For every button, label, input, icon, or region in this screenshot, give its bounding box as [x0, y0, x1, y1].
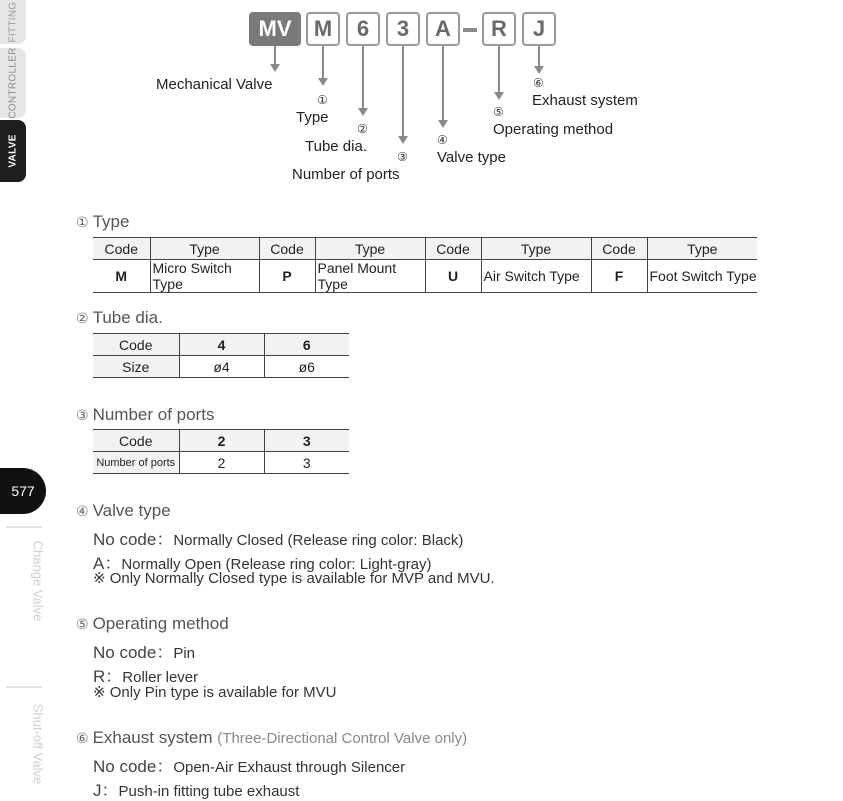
leader-line [538, 46, 540, 68]
tab-controller[interactable] [0, 48, 26, 118]
option-code: No code： [93, 643, 174, 662]
arrow-down-icon [318, 78, 328, 86]
arrow-down-icon [494, 92, 504, 100]
table-cell: 2 [179, 452, 264, 474]
label-exhaust-system: Exhaust system [532, 92, 638, 109]
leader-line [498, 46, 500, 94]
option-code: No code： [93, 530, 174, 549]
section-title: Type [92, 212, 130, 231]
table-header-cell: 4 [179, 334, 264, 356]
table-header-cell: Code [259, 238, 315, 260]
table-header-row [93, 238, 757, 260]
table-cell: Size [93, 356, 179, 378]
option-code: R： [93, 667, 123, 686]
table-cell-type: Micro Switch Type [150, 260, 259, 293]
side-index-change-valve-label: Change Valve [30, 540, 46, 622]
code-box-mv: MV [249, 12, 301, 46]
code-box-exhaust: J [522, 12, 556, 46]
section-number: ② [76, 310, 89, 326]
table-header-cell: Code [591, 238, 647, 260]
side-index-shutoff-valve[interactable] [30, 694, 46, 794]
arrow-down-icon [534, 66, 544, 74]
tab-valve[interactable] [0, 120, 26, 182]
option-desc: Normally Closed (Release ring color: Black) [173, 532, 464, 549]
table-cell-code: P [259, 260, 315, 293]
circled-number-2: ② [357, 122, 368, 136]
table-row [93, 452, 349, 474]
label-mechanical-valve: Mechanical Valve [156, 76, 273, 93]
ports-table [93, 429, 349, 474]
option-code: A： [93, 554, 122, 573]
section-number: ① [76, 214, 89, 230]
valve-type-line-1 [93, 525, 463, 550]
exhaust-line-2 [93, 776, 299, 801]
option-desc: Pin [173, 645, 196, 662]
table-header-cell: Type [315, 238, 425, 260]
circled-number-5: ⑤ [493, 105, 504, 119]
circled-number-6: ⑥ [533, 76, 544, 90]
side-divider [6, 686, 42, 688]
section-number: ③ [76, 407, 89, 423]
tube-dia-table [93, 333, 349, 378]
table-header-cell: Type [481, 238, 591, 260]
circled-number-1: ① [317, 93, 328, 107]
exhaust-line-1 [93, 752, 405, 777]
page-number: 577 [0, 468, 46, 514]
tab-fitting[interactable] [0, 0, 26, 44]
section-number: ⑥ [76, 730, 89, 746]
label-number-of-ports: Number of ports [292, 166, 400, 183]
table-cell-code: M [93, 260, 150, 293]
table-header-cell: 2 [179, 430, 264, 452]
tab-controller-label: CONTROLLER [7, 47, 19, 119]
operating-line-1 [93, 638, 195, 663]
side-index-shutoff-valve-label: Shut-off Valve [30, 703, 46, 785]
option-code: No code： [93, 757, 174, 776]
table-cell-type: Foot Switch Type [647, 260, 757, 293]
section-title: Number of ports [92, 405, 215, 424]
table-cell-type: Panel Mount Type [315, 260, 425, 293]
code-box-tube: 6 [346, 12, 380, 46]
table-header-cell: 6 [264, 334, 349, 356]
table-header-cell: Type [150, 238, 259, 260]
table-header-cell: Code [425, 238, 481, 260]
table-row [93, 260, 757, 293]
section-subtitle: (Three-Directional Control Valve only) [217, 730, 468, 747]
code-box-operating: R [482, 12, 516, 46]
section-number: ④ [76, 503, 89, 519]
side-index-change-valve[interactable] [30, 536, 46, 626]
table-cell-code: U [425, 260, 481, 293]
table-header-cell: Code [93, 334, 179, 356]
label-type: Type [296, 109, 329, 126]
leader-line [442, 46, 444, 122]
table-cell-type: Air Switch Type [481, 260, 591, 293]
code-dash [463, 28, 477, 32]
option-desc: Roller lever [122, 669, 199, 686]
table-header-cell: Code [93, 238, 150, 260]
section-tube-heading [76, 308, 163, 328]
code-box-valve-type: A [426, 12, 460, 46]
label-tube-dia: Tube dia. [305, 138, 367, 155]
valve-type-note: ※ Only Normally Closed type is available for MVP and MVU. [93, 570, 495, 587]
table-header-cell: Type [647, 238, 757, 260]
leader-line [402, 46, 404, 138]
option-desc: Open-Air Exhaust through Silencer [173, 759, 406, 776]
label-operating-method: Operating method [493, 121, 614, 138]
arrow-down-icon [358, 108, 368, 116]
table-cell: 3 [264, 452, 349, 474]
leader-line [362, 46, 364, 110]
section-title: Exhaust system [92, 728, 213, 747]
section-number: ⑤ [76, 616, 89, 632]
table-header-row [93, 430, 349, 452]
option-desc: Normally Open (Release ring color: Light-gray) [121, 556, 432, 573]
section-ports-heading [76, 405, 214, 425]
circled-number-3: ③ [397, 150, 408, 164]
leader-line [274, 46, 276, 66]
side-divider [6, 526, 42, 528]
circled-number-4: ④ [437, 133, 448, 147]
table-cell: ø4 [179, 356, 264, 378]
section-operating-heading [76, 614, 229, 634]
section-title: Tube dia. [92, 308, 163, 327]
table-row [93, 356, 349, 378]
arrow-down-icon [438, 120, 448, 128]
leader-line [322, 46, 324, 80]
code-box-ports: 3 [386, 12, 420, 46]
table-cell-code: F [591, 260, 647, 293]
section-title: Valve type [92, 501, 171, 520]
code-box-type: M [306, 12, 340, 46]
arrow-down-icon [270, 64, 280, 72]
label-valve-type: Valve type [437, 149, 506, 166]
arrow-down-icon [398, 136, 408, 144]
section-title: Operating method [92, 614, 229, 633]
option-desc: Push-in fitting tube exhaust [118, 783, 300, 800]
operating-note: ※ Only Pin type is available for MVU [93, 684, 337, 701]
table-cell: Number of ports [93, 452, 179, 474]
section-exhaust-heading [76, 728, 467, 748]
table-header-cell: 3 [264, 430, 349, 452]
tab-valve-label: VALVE [7, 134, 19, 168]
side-tab-strip [0, 0, 26, 798]
tab-fitting-label: FITTING [7, 1, 19, 43]
section-valve-type-heading [76, 501, 171, 521]
table-header-cell: Code [93, 430, 179, 452]
type-table [93, 237, 757, 293]
option-code: J： [93, 781, 119, 800]
table-header-row [93, 334, 349, 356]
table-cell: ø6 [264, 356, 349, 378]
section-type-heading [76, 212, 129, 232]
